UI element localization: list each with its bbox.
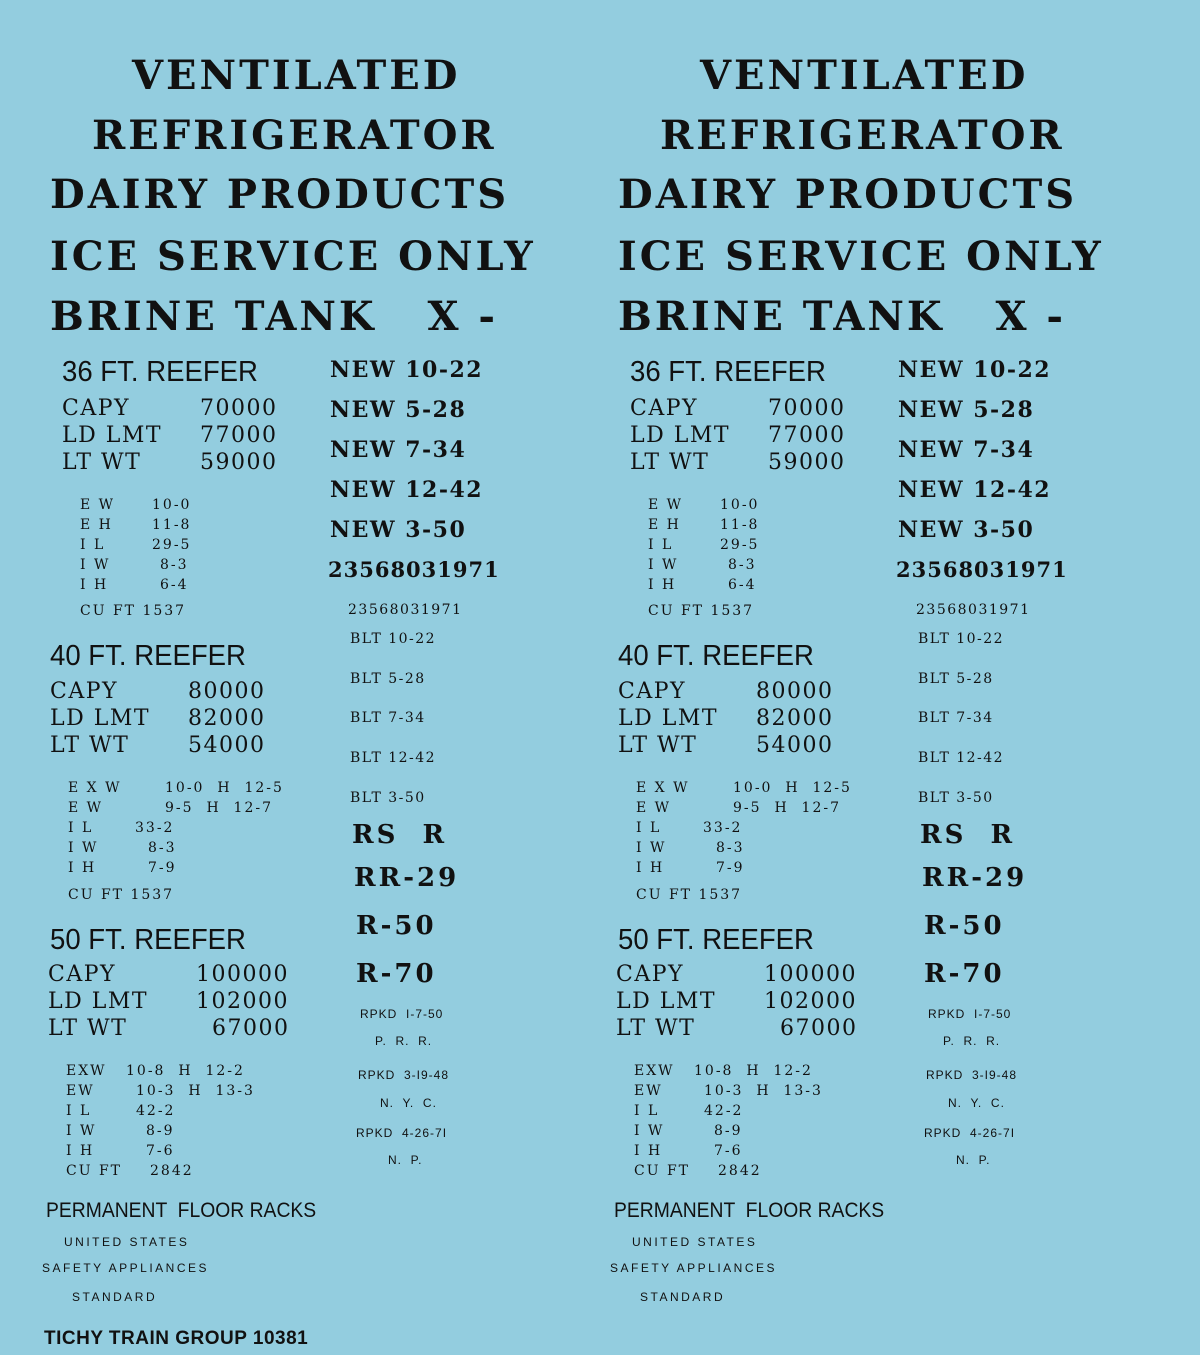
- reefer50-dim-value: 42-2: [704, 1103, 744, 1119]
- reefer36-ltwt-label: LT WT: [62, 450, 142, 475]
- reefer36-dim-label: E W: [648, 497, 684, 513]
- reefer50-dim-label: EXW: [634, 1063, 675, 1079]
- reefer50-dim-label: EW: [66, 1083, 95, 1099]
- header-refrigerator: REFRIGERATOR: [660, 112, 1065, 159]
- reefer40-dim-label: E W: [636, 800, 672, 816]
- reefer36-dim-value: 8-3: [160, 557, 189, 573]
- class-code: R-70: [924, 959, 1005, 989]
- blt-date: BLT 12-42: [350, 750, 437, 766]
- new-date: NEW 7-34: [898, 437, 1035, 463]
- safety-appliances: SAFETY APPLIANCES: [610, 1261, 777, 1275]
- reefer36-ldlmt-value: 77000: [200, 423, 278, 448]
- blt-date: BLT 5-28: [918, 671, 994, 687]
- reefer50-ltwt-value: 67000: [212, 1016, 290, 1041]
- reefer36-dim-value: 6-4: [728, 577, 757, 593]
- reefer50-capy-label: CAPY: [616, 962, 685, 987]
- reefer50-dim-value: 7-6: [146, 1143, 175, 1159]
- reefer40-dim-value: 10-0 H 12-5: [733, 780, 852, 796]
- reefer50-capy-label: CAPY: [48, 962, 117, 987]
- car-number-small: 23568031971: [916, 602, 1031, 618]
- reefer36-dim-value: 29-5: [720, 537, 760, 553]
- reefer50-dim-label: I H: [66, 1143, 95, 1159]
- reefer50-dim-value: 10-3 H 13-3: [704, 1083, 823, 1099]
- reefer36-dim-value: 10-0: [720, 497, 760, 513]
- reefer36-title: 36 FT. REEFER: [62, 356, 258, 388]
- reefer40-ldlmt-value: 82000: [756, 706, 834, 731]
- reefer40-ltwt-value: 54000: [756, 733, 834, 758]
- reefer50-cuft-label: CU FT: [634, 1163, 691, 1179]
- reefer50-dim-value: 10-8 H 12-2: [126, 1063, 245, 1079]
- rpkd-road: N. Y. C.: [380, 1096, 437, 1110]
- reefer50-capy-value: 100000: [196, 962, 289, 987]
- reefer40-dim-value: 10-0 H 12-5: [165, 780, 284, 796]
- reefer50-ldlmt-label: LD LMT: [616, 989, 717, 1014]
- reefer36-dim-label: E H: [648, 517, 681, 533]
- rpkd-date: RPKD 4-26-7I: [924, 1126, 1016, 1140]
- class-code: RS R: [352, 820, 448, 850]
- safety-united-states: UNITED STATES: [632, 1235, 758, 1249]
- reefer36-dim-value: 10-0: [152, 497, 192, 513]
- car-number-large: 23568031971: [896, 557, 1068, 582]
- reefer40-dim-label: E X W: [68, 780, 122, 796]
- rpkd-date: RPKD 3-I9-48: [358, 1068, 450, 1082]
- reefer36-capy-value: 70000: [768, 396, 846, 421]
- reefer36-ldlmt-label: LD LMT: [630, 423, 731, 448]
- reefer36-ldlmt-value: 77000: [768, 423, 846, 448]
- reefer40-dim-label: I H: [636, 860, 665, 876]
- rpkd-date: RPKD I-7-50: [360, 1007, 444, 1021]
- blt-date: BLT 7-34: [918, 710, 994, 726]
- reefer36-ltwt-label: LT WT: [630, 450, 710, 475]
- reefer50-capy-value: 100000: [764, 962, 857, 987]
- reefer36-dim-label: I H: [648, 577, 677, 593]
- reefer50-dim-value: 7-6: [714, 1143, 743, 1159]
- new-date: NEW 5-28: [898, 397, 1035, 423]
- reefer50-ltwt-label: LT WT: [616, 1016, 696, 1041]
- header-ice-service: ICE SERVICE ONLY: [50, 233, 536, 280]
- rpkd-road: N. P.: [388, 1153, 423, 1167]
- reefer50-dim-value: 42-2: [136, 1103, 176, 1119]
- floor-racks-label: PERMANENT FLOOR RACKS: [614, 1199, 885, 1222]
- reefer50-ltwt-value: 67000: [780, 1016, 858, 1041]
- reefer40-title: 40 FT. REEFER: [618, 640, 814, 672]
- reefer40-cuft: CU FT 1537: [636, 887, 743, 903]
- class-code: R-50: [356, 911, 437, 941]
- class-code: RR-29: [922, 863, 1028, 893]
- reefer50-ldlmt-label: LD LMT: [48, 989, 149, 1014]
- reefer40-dim-value: 7-9: [148, 860, 177, 876]
- header-brine-tank: BRINE TANK X -: [50, 293, 499, 340]
- class-code: RR-29: [354, 863, 460, 893]
- blt-date: BLT 10-22: [350, 631, 437, 647]
- reefer40-dim-label: I W: [68, 840, 99, 856]
- reefer36-dim-label: I W: [648, 557, 679, 573]
- reefer40-capy-label: CAPY: [50, 679, 119, 704]
- rpkd-road: P. R. R.: [375, 1034, 433, 1048]
- reefer40-dim-label: I H: [68, 860, 97, 876]
- reefer40-dim-value: 7-9: [716, 860, 745, 876]
- reefer36-dim-label: I L: [648, 537, 674, 553]
- rpkd-date: RPKD 4-26-7I: [356, 1126, 448, 1140]
- floor-racks-label: PERMANENT FLOOR RACKS: [46, 1199, 317, 1222]
- reefer36-ltwt-value: 59000: [768, 450, 846, 475]
- rpkd-date: RPKD 3-I9-48: [926, 1068, 1018, 1082]
- reefer36-dim-label: I W: [80, 557, 111, 573]
- blt-date: BLT 3-50: [918, 790, 994, 806]
- new-date: NEW 3-50: [330, 517, 467, 543]
- class-code: R-50: [924, 911, 1005, 941]
- blt-date: BLT 5-28: [350, 671, 426, 687]
- header-brine-tank: BRINE TANK X -: [618, 293, 1067, 340]
- blt-date: BLT 3-50: [350, 790, 426, 806]
- safety-standard: STANDARD: [72, 1290, 158, 1304]
- reefer36-dim-value: 6-4: [160, 577, 189, 593]
- footer-manufacturer: TICHY TRAIN GROUP 10381: [44, 1328, 309, 1349]
- safety-appliances: SAFETY APPLIANCES: [42, 1261, 209, 1275]
- reefer50-dim-label: EW: [634, 1083, 663, 1099]
- reefer36-dim-value: 11-8: [720, 517, 760, 533]
- reefer40-ldlmt-label: LD LMT: [50, 706, 151, 731]
- reefer36-dim-value: 8-3: [728, 557, 757, 573]
- reefer40-ldlmt-value: 82000: [188, 706, 266, 731]
- reefer50-dim-label: I L: [66, 1103, 92, 1119]
- reefer50-dim-value: 8-9: [714, 1123, 743, 1139]
- reefer36-title: 36 FT. REEFER: [630, 356, 826, 388]
- header-dairy-products: DAIRY PRODUCTS: [50, 171, 510, 218]
- safety-standard: STANDARD: [640, 1290, 726, 1304]
- new-date: NEW 3-50: [898, 517, 1035, 543]
- header-refrigerator: REFRIGERATOR: [92, 112, 497, 159]
- reefer50-cuft-label: CU FT: [66, 1163, 123, 1179]
- reefer50-dim-value: 8-9: [146, 1123, 175, 1139]
- blt-date: BLT 12-42: [918, 750, 1005, 766]
- reefer50-dim-label: I L: [634, 1103, 660, 1119]
- reefer50-dim-label: EXW: [66, 1063, 107, 1079]
- reefer36-dim-value: 29-5: [152, 537, 192, 553]
- rpkd-date: RPKD I-7-50: [928, 1007, 1012, 1021]
- reefer40-dim-label: E W: [68, 800, 104, 816]
- car-number-small: 23568031971: [348, 602, 463, 618]
- new-date: NEW 10-22: [898, 357, 1052, 383]
- new-date: NEW 12-42: [330, 477, 484, 503]
- reefer36-dim-value: 11-8: [152, 517, 192, 533]
- reefer40-dim-label: I L: [636, 820, 662, 836]
- reefer36-dim-label: I L: [80, 537, 106, 553]
- reefer36-dim-label: I H: [80, 577, 109, 593]
- reefer50-cuft-value: 2842: [150, 1163, 194, 1179]
- reefer36-dim-label: E H: [80, 517, 113, 533]
- reefer40-dim-label: I L: [68, 820, 94, 836]
- rpkd-road: N. P.: [956, 1153, 991, 1167]
- reefer50-dim-label: I W: [66, 1123, 97, 1139]
- reefer40-title: 40 FT. REEFER: [50, 640, 246, 672]
- reefer40-ltwt-value: 54000: [188, 733, 266, 758]
- reefer50-dim-value: 10-8 H 12-2: [694, 1063, 813, 1079]
- reefer50-title: 50 FT. REEFER: [618, 924, 814, 956]
- class-code: RS R: [920, 820, 1016, 850]
- reefer40-dim-value: 8-3: [716, 840, 745, 856]
- reefer36-capy-value: 70000: [200, 396, 278, 421]
- reefer36-ltwt-value: 59000: [200, 450, 278, 475]
- rpkd-road: P. R. R.: [943, 1034, 1001, 1048]
- new-date: NEW 12-42: [898, 477, 1052, 503]
- rpkd-road: N. Y. C.: [948, 1096, 1005, 1110]
- reefer50-ltwt-label: LT WT: [48, 1016, 128, 1041]
- new-date: NEW 10-22: [330, 357, 484, 383]
- reefer40-capy-value: 80000: [188, 679, 266, 704]
- header-dairy-products: DAIRY PRODUCTS: [618, 171, 1078, 218]
- new-date: NEW 7-34: [330, 437, 467, 463]
- reefer40-dim-label: I W: [636, 840, 667, 856]
- decal-panel-right: [568, 0, 1168, 1355]
- reefer50-dim-label: I W: [634, 1123, 665, 1139]
- reefer36-capy-label: CAPY: [62, 396, 131, 421]
- blt-date: BLT 10-22: [918, 631, 1005, 647]
- header-ventilated: VENTILATED: [132, 52, 461, 99]
- reefer36-cuft: CU FT 1537: [648, 603, 755, 619]
- car-number-large: 23568031971: [328, 557, 500, 582]
- blt-date: BLT 7-34: [350, 710, 426, 726]
- reefer50-dim-label: I H: [634, 1143, 663, 1159]
- reefer40-dim-value: 9-5 H 12-7: [165, 800, 274, 816]
- header-ventilated: VENTILATED: [700, 52, 1029, 99]
- reefer50-ldlmt-value: 102000: [764, 989, 857, 1014]
- reefer40-ltwt-label: LT WT: [50, 733, 130, 758]
- reefer40-dim-value: 9-5 H 12-7: [733, 800, 842, 816]
- class-code: R-70: [356, 959, 437, 989]
- reefer50-dim-value: 10-3 H 13-3: [136, 1083, 255, 1099]
- reefer50-ldlmt-value: 102000: [196, 989, 289, 1014]
- reefer50-title: 50 FT. REEFER: [50, 924, 246, 956]
- reefer36-ldlmt-label: LD LMT: [62, 423, 163, 448]
- reefer36-cuft: CU FT 1537: [80, 603, 187, 619]
- reefer40-dim-value: 33-2: [135, 820, 175, 836]
- reefer40-ldlmt-label: LD LMT: [618, 706, 719, 731]
- reefer36-dim-label: E W: [80, 497, 116, 513]
- reefer36-capy-label: CAPY: [630, 396, 699, 421]
- reefer40-dim-value: 33-2: [703, 820, 743, 836]
- safety-united-states: UNITED STATES: [64, 1235, 190, 1249]
- header-ice-service: ICE SERVICE ONLY: [618, 233, 1104, 280]
- new-date: NEW 5-28: [330, 397, 467, 423]
- reefer40-dim-value: 8-3: [148, 840, 177, 856]
- reefer50-cuft-value: 2842: [718, 1163, 762, 1179]
- reefer40-capy-value: 80000: [756, 679, 834, 704]
- reefer40-ltwt-label: LT WT: [618, 733, 698, 758]
- reefer40-capy-label: CAPY: [618, 679, 687, 704]
- reefer40-dim-label: E X W: [636, 780, 690, 796]
- reefer40-cuft: CU FT 1537: [68, 887, 175, 903]
